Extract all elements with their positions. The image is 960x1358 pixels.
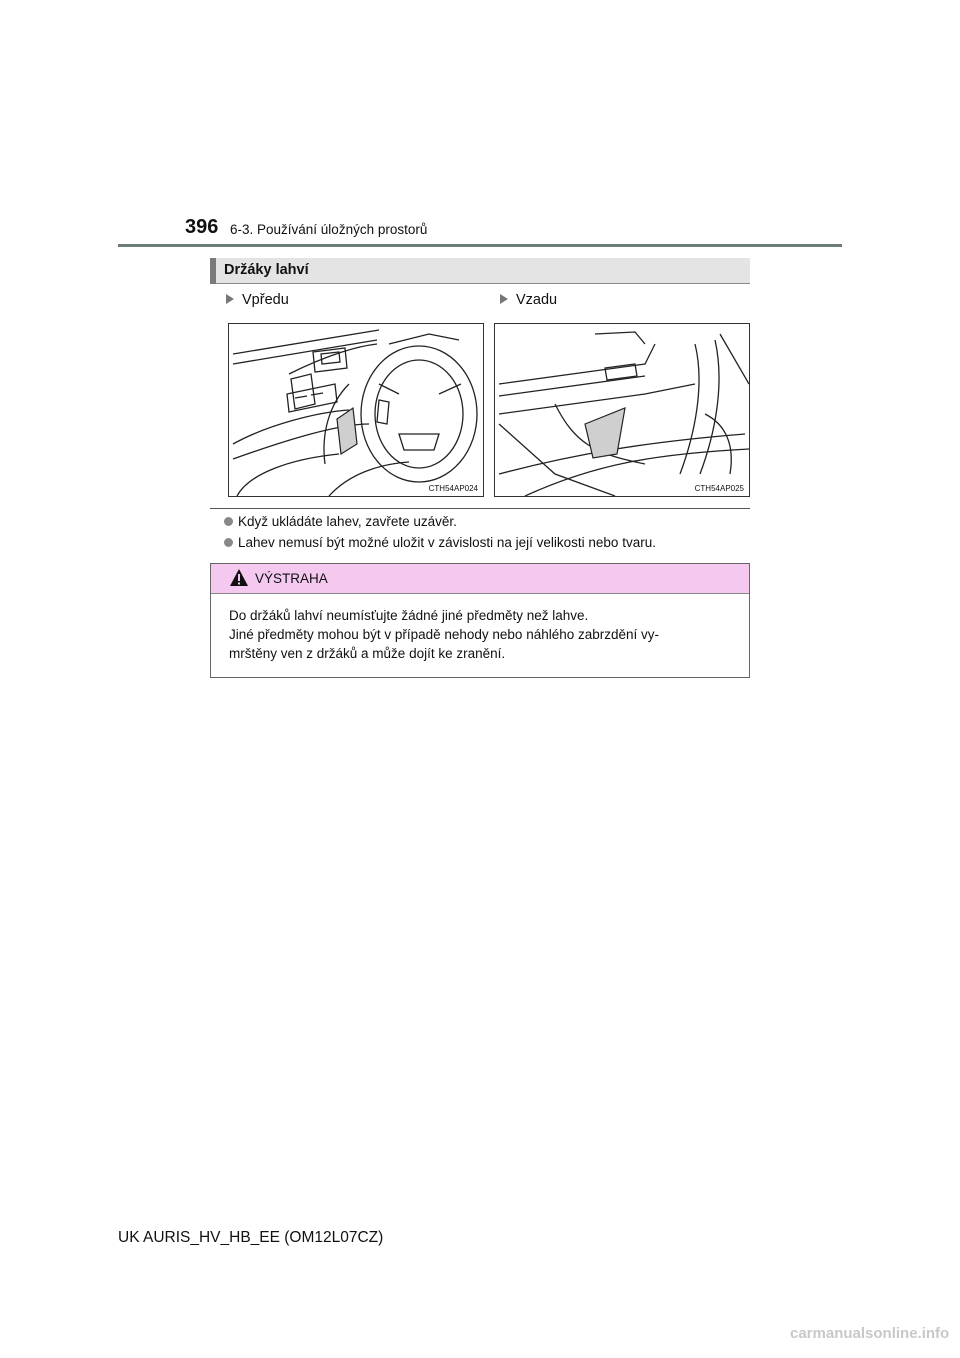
rear-bottle-holder-illustration [494, 323, 750, 497]
arrow-right-icon [226, 294, 234, 304]
rear-label: Vzadu [500, 292, 557, 308]
front-figure-code: CTH54AP024 [428, 484, 478, 493]
rear-door-drawing [495, 324, 749, 496]
list-item: Lahev nemusí být možné uložit v závislosti na její velikosti nebo tvaru. [224, 535, 656, 550]
warning-box [210, 563, 750, 678]
footer-model-code: UK AURIS_HV_HB_EE (OM12L07CZ) [118, 1229, 384, 1246]
warning-triangle-icon [229, 568, 249, 587]
front-door-drawing [229, 324, 483, 496]
bullet-icon [224, 538, 233, 547]
rear-figure-code: CTH54AP025 [694, 484, 744, 493]
warning-text: Do držáků lahví neumísťujte žádné jiné předměty než lahve. Jiné předměty mohou být v případě nehody nebo náhlého zabrzdění vy- mrštěny ven z držáků a může dojít ke zranění. [229, 608, 660, 661]
bullet-icon [224, 517, 233, 526]
front-label: Vpředu [226, 292, 289, 308]
section-title: Držáky lahví [224, 262, 309, 278]
header-rule [118, 244, 842, 247]
list-item: Když ukládáte lahev, zavřete uzávěr. [224, 514, 457, 529]
watermark: carmanualsonline.info [790, 1325, 950, 1342]
page-number: 396 [185, 216, 219, 238]
arrow-right-icon [500, 294, 508, 304]
section-heading-bar [210, 258, 216, 284]
warning-header [211, 564, 749, 594]
separator-rule [210, 508, 750, 509]
section-heading [210, 258, 750, 284]
warning-title: VÝSTRAHA [255, 571, 328, 586]
front-bottle-holder-illustration [228, 323, 484, 497]
chapter-title: 6-3. Používání úložných prostorů [230, 222, 428, 237]
